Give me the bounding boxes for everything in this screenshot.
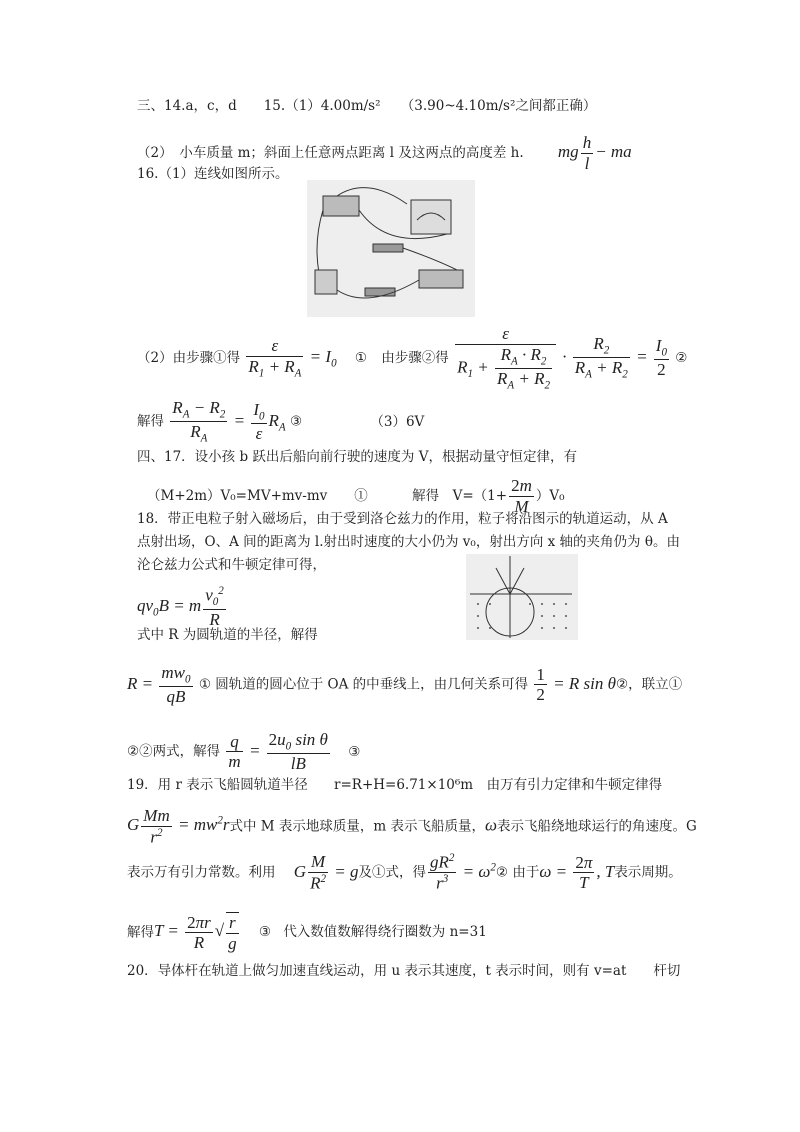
answer-text: （2） 小车质量 m；斜面上任意两点距离 l 及这两点的高度差 h. (137, 144, 524, 161)
formula-T: T = $\frac{2\pi r}{R}$ √ $\frac{r}{g}$ (154, 912, 237, 953)
circled-3: ③ (348, 743, 361, 760)
formula-gravity-eq: G $\frac{Mm}{r^2}$ = $mw^2r$ (127, 806, 230, 847)
q19-since-label: 由于 (512, 864, 540, 881)
q16-answer-3: （3）6V (370, 413, 425, 430)
q16-step-equations (137, 324, 687, 392)
circled-2: ② (675, 349, 688, 366)
q19-line-1 (127, 779, 662, 793)
circled-2: ② (495, 864, 509, 881)
q16-step1-label: （2）由步骤①得 (137, 349, 241, 366)
q18-line-4: 式中 R 为圆轨道的半径，解得 (137, 627, 318, 643)
q19-line-2 (127, 806, 697, 847)
q19-radius-label: 19．用 r 表示飞船圆轨道半径 (127, 777, 308, 793)
q18-line-6 (127, 730, 360, 774)
q19-radius-value: r=R+H=6.71×10⁶m 由万有引力定律和牛顿定律得 (334, 777, 663, 793)
formula-q-over-m: $\frac{q}{m}$ = $\frac{2u_0 \sin \theta}{lB}$ (228, 730, 328, 774)
q16-solve-line (137, 398, 424, 445)
circled-3: ③ (289, 413, 303, 430)
q18-center-text: 圆轨道的圆心位于 OA 的中垂线上，由几何关系可得 (215, 676, 529, 693)
q19-line-3 (127, 852, 682, 893)
q18-combine-text: ，联立① (628, 676, 683, 693)
q16-solve-label: 解得 (137, 413, 164, 430)
q19-and-label: 及①式，得 (358, 864, 426, 881)
formula-step2: ε $R_1$ + $\frac{R_A \cdot R_2}{R_A + R_2}$ · $\frac{R_2}{R_A + R_2}$ = $\frac{I_0}{2}$ (457, 324, 667, 392)
q17-momentum-eq: （M+2m）V₀=MV+mv-mv ① (147, 487, 368, 504)
q19-line-4 (127, 912, 487, 953)
q18-line-3: 沦仑兹力公式和牛顿定律可得， (137, 557, 326, 573)
q19-solve-label: 解得 (127, 924, 154, 941)
circled-3: ③ (258, 924, 272, 941)
q19-def-text: 式中 M 表示地球质量，m 表示飞船质量， (229, 818, 485, 835)
circuit-diagram-figure (307, 180, 475, 317)
q18-line-5 (127, 663, 682, 707)
q16-step2-label: 由步骤②得 (381, 349, 449, 366)
q19-result: 代入数值数解得绕行圈数为 n=31 (283, 924, 487, 941)
q17-solve-tail: ）V₀ (535, 487, 565, 504)
circled-1: ① (198, 676, 211, 693)
circled-2: ② (127, 743, 140, 760)
q19-period-text: 表示周期。 (614, 864, 682, 881)
formula-half-Rsin: $\frac{1}{2}$ = R sin θ (536, 664, 616, 705)
q19-use-label: 表示万有引力常数。利用 (127, 864, 276, 881)
formula-q16-solution: $\frac{R_A - R_2}{R_A}$ = $\frac{I_0}{\varepsilon}$ $R_A$ (172, 398, 286, 445)
symbol-omega: ω (484, 815, 497, 835)
q18-line-2: 点射出场，O、A 间的距离为 l.射出时速度的大小仍为 v₀，射出方向 x 轴的夹角仍为 θ。由 (137, 534, 680, 550)
formula-gR2-r3: $\frac{gR^2}{r^3}$ = $\omega^2$ (429, 852, 496, 893)
formula-mg-h-l-ma: mg $\frac{h}{l}$ − ma (557, 133, 632, 173)
magnetic-field-figure (466, 554, 578, 640)
circled-2: ② (615, 676, 629, 693)
formula-eps-over-r1-ra: $\frac{\varepsilon}{R_1 + R_A}$ = $I_0$ (248, 336, 337, 379)
answer-line-14-15: 三、14.a，c，d 15.（1）4.00m/s² （3.90~4.10m/s²之间都正确） (137, 98, 597, 114)
formula-R-mw0-qB: R = $\frac{mw_0}{qB}$ (127, 663, 191, 707)
q19-def-text-2: 表示飞船绕地球运行的角速度。G (497, 818, 697, 835)
q18-line-1: 18．带正电粒子射入磁场后，由于受到洛仑兹力的作用，粒子将沿图示的轨道运动，从 A (137, 511, 668, 527)
q17-solve-label: 解得 V=（1+ (412, 487, 508, 504)
q17-line-1: 四、17．设小孩 b 跃出后船向前行驶的速度为 V，根据动量守恒定律，有 (137, 449, 577, 465)
answer-line-16-1: 16.（1）连线如图所示。 (137, 166, 289, 182)
q20-line-1: 20．导体杆在轨道上做匀加速直线运动，用 u 表示其速度，t 表示时间，则有 v=at 杆切 (127, 963, 681, 979)
formula-qv0B: $qv_0B = m$ $\frac{v_0^2}{R}$ (137, 585, 224, 629)
q18-solve-label: ②两式，解得 (139, 743, 221, 760)
formula-GM-R2-g: G $\frac{M}{R^2}$ = g (293, 852, 359, 893)
formula-2m-over-M: $\frac{2m}{M}$ (511, 476, 532, 516)
formula-omega-2pi-T: ω = $\frac{2\pi}{T}$ , T (539, 852, 615, 893)
circled-1: ① (354, 349, 367, 366)
